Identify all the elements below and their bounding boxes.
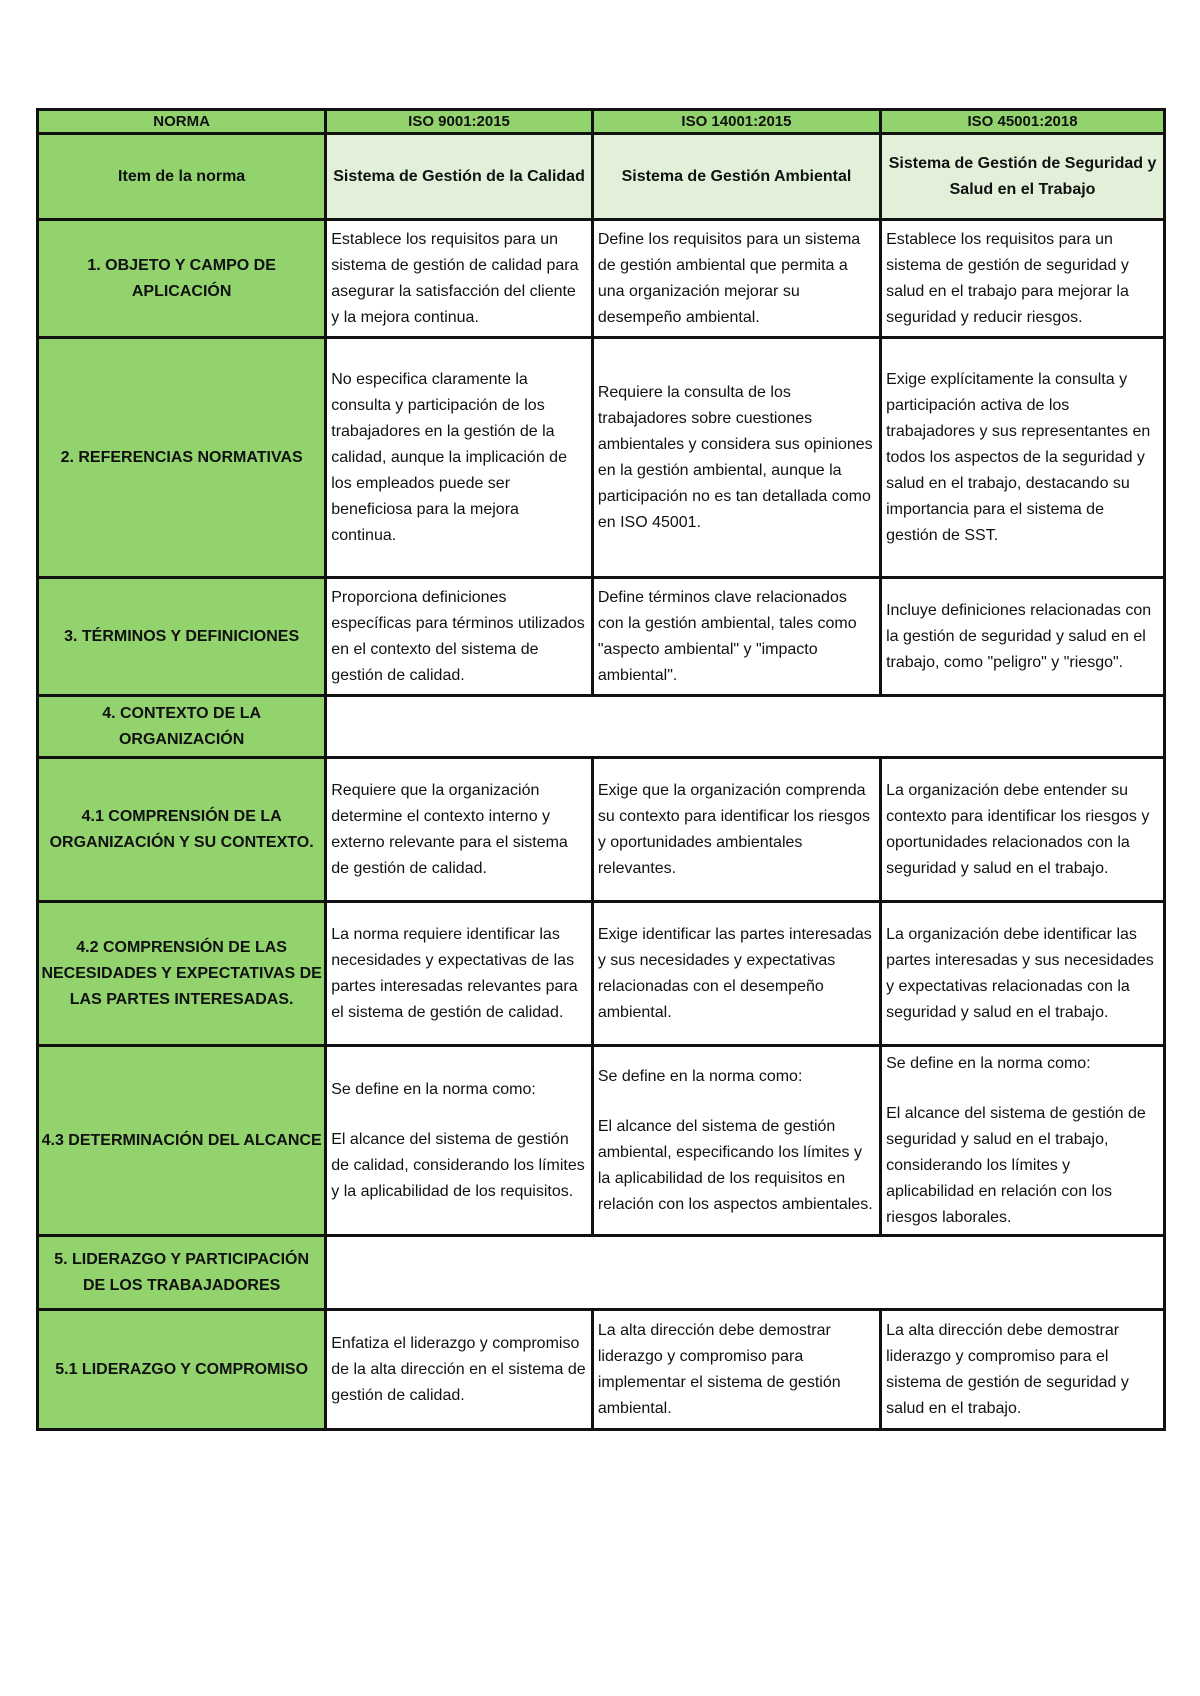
row-label: 2. REFERENCIAS NORMATIVAS — [38, 338, 326, 578]
system-name-14001: Sistema de Gestión Ambiental — [592, 134, 880, 220]
section-row — [38, 696, 1165, 758]
section-empty-cell — [326, 696, 1165, 758]
comparison-table — [36, 108, 1166, 1431]
cell-iso-14001: La alta dirección debe demostrar liderazgo y compromiso para implementar el sistema de gestión ambiental. — [592, 1310, 880, 1430]
cell-iso-9001: Requiere que la organización determine el contexto interno y externo relevante para el sistema de gestión de calidad. — [326, 758, 593, 902]
table-row — [38, 902, 1165, 1046]
table-row — [38, 758, 1165, 902]
cell-iso-9001: Establece los requisitos para un sistema de gestión de calidad para asegurar la satisfacción del cliente y la mejora continua. — [326, 220, 593, 338]
scope-text: El alcance del sistema de gestión ambiental, especificando los límites y la aplicabilidad de los requisitos en relación con los aspectos ambientales. — [597, 1117, 873, 1213]
cell-iso-9001: No especifica claramente la consulta y participación de los trabajadores en la gestión de la calidad, aunque la implicación de los empleados puede ser beneficiosa para la mejora continua. — [326, 338, 593, 578]
header-row — [38, 110, 1165, 134]
subheader-row — [38, 134, 1165, 220]
scope-text: El alcance del sistema de gestión de calidad, considerando los límites y la aplicabilidad de los requisitos. — [331, 1130, 585, 1200]
cell-iso-9001: Enfatiza el liderazgo y compromiso de la alta dirección en el sistema de gestión de calidad. — [326, 1310, 593, 1430]
cell-iso-14001: Exige identificar las partes interesadas y sus necesidades y expectativas relacionadas con el desempeño ambiental. — [592, 902, 880, 1046]
cell-iso-14001 — [592, 1046, 880, 1236]
section-label: 5. LIDERAZGO Y PARTICIPACIÓN DE LOS TRABAJADORES — [38, 1236, 326, 1310]
cell-iso-45001 — [881, 1046, 1165, 1236]
header-iso-45001: ISO 45001:2018 — [881, 110, 1165, 134]
table-row — [38, 1310, 1165, 1430]
item-label-header: Item de la norma — [38, 134, 326, 220]
row-label: 3. TÉRMINOS Y DEFINICIONES — [38, 578, 326, 696]
system-name-45001: Sistema de Gestión de Seguridad y Salud en el Trabajo — [881, 134, 1165, 220]
cell-iso-45001: Establece los requisitos para un sistema de gestión de seguridad y salud en el trabajo para mejorar la seguridad y reducir riesgos. — [881, 220, 1165, 338]
row-label: 4.2 COMPRENSIÓN DE LAS NECESIDADES Y EXPECTATIVAS DE LAS PARTES INTERESADAS. — [38, 902, 326, 1046]
cell-iso-14001: Define los requisitos para un sistema de gestión ambiental que permita a una organización mejorar su desempeño ambiental. — [592, 220, 880, 338]
table-row — [38, 220, 1165, 338]
section-label: 4. CONTEXTO DE LA ORGANIZACIÓN — [38, 696, 326, 758]
row-label: 5.1 LIDERAZGO Y COMPROMISO — [38, 1310, 326, 1430]
cell-iso-9001 — [326, 1046, 593, 1236]
system-name-9001: Sistema de Gestión de la Calidad — [326, 134, 593, 220]
row-label: 4.1 COMPRENSIÓN DE LA ORGANIZACIÓN Y SU CONTEXTO. — [38, 758, 326, 902]
row-label: 1. OBJETO Y CAMPO DE APLICACIÓN — [38, 220, 326, 338]
cell-iso-9001: La norma requiere identificar las necesidades y expectativas de las partes interesadas relevantes para el sistema de gestión de calidad. — [326, 902, 593, 1046]
table-row — [38, 578, 1165, 696]
cell-iso-14001: Requiere la consulta de los trabajadores sobre cuestiones ambientales y considera sus opiniones en la gestión ambiental, aunque la participación no es tan detallada como en ISO 45001. — [592, 338, 880, 578]
table-row — [38, 338, 1165, 578]
cell-iso-45001: Exige explícitamente la consulta y participación activa de los trabajadores y sus representantes en todos los aspectos de la seguridad y salud en el trabajo, destacando su importancia para el sistema de gestión de SST. — [881, 338, 1165, 578]
table-row — [38, 1046, 1165, 1236]
cell-iso-45001: La organización debe identificar las partes interesadas y sus necesidades y expectativas relacionadas con la seguridad y salud en el trabajo. — [881, 902, 1165, 1046]
section-row — [38, 1236, 1165, 1310]
cell-iso-45001: La organización debe entender su contexto para identificar los riesgos y oportunidades relacionados con la seguridad y salud en el trabajo. — [881, 758, 1165, 902]
header-norma: NORMA — [38, 110, 326, 134]
cell-iso-45001: Incluye definiciones relacionadas con la gestión de seguridad y salud en el trabajo, como "peligro" y "riesgo". — [881, 578, 1165, 696]
scope-intro: Se define en la norma como: — [886, 1054, 1091, 1072]
row-label: 4.3 DETERMINACIÓN DEL ALCANCE — [38, 1046, 326, 1236]
cell-iso-45001: La alta dirección debe demostrar liderazgo y compromiso para el sistema de gestión de seguridad y salud en el trabajo. — [881, 1310, 1165, 1430]
section-empty-cell — [326, 1236, 1165, 1310]
scope-intro: Se define en la norma como: — [597, 1067, 803, 1085]
cell-iso-14001: Exige que la organización comprenda su contexto para identificar los riesgos y oportunidades ambientales relevantes. — [592, 758, 880, 902]
header-iso-9001: ISO 9001:2015 — [326, 110, 593, 134]
cell-iso-9001: Proporciona definiciones específicas para términos utilizados en el contexto del sistema de gestión de calidad. — [326, 578, 593, 696]
header-iso-14001: ISO 14001:2015 — [592, 110, 880, 134]
cell-iso-14001: Define términos clave relacionados con la gestión ambiental, tales como "aspecto ambiental" y "impacto ambiental". — [592, 578, 880, 696]
scope-text: El alcance del sistema de gestión de seguridad y salud en el trabajo, considerando los límites y aplicabilidad en relación con los riesgos laborales. — [886, 1104, 1146, 1226]
scope-intro: Se define en la norma como: — [331, 1080, 536, 1098]
